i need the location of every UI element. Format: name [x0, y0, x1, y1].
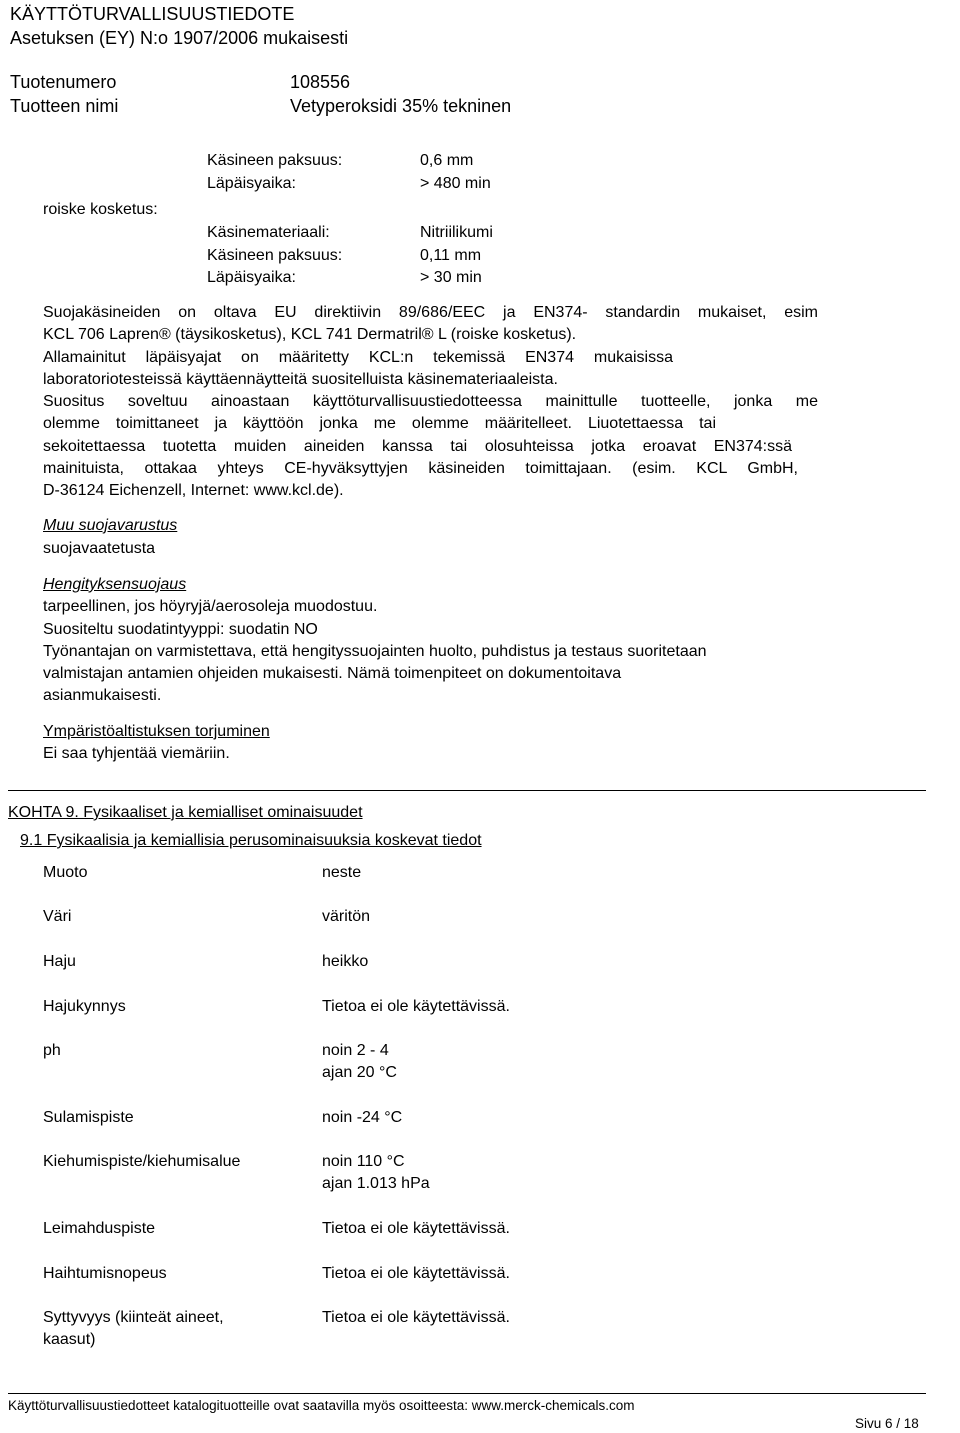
- property-label: Hajukynnys: [43, 998, 126, 1015]
- glove-material-label: Käsinemateriaali:: [207, 224, 330, 241]
- property-label: Leimahduspiste: [43, 1220, 156, 1237]
- breakthrough-time-value: > 480 min: [420, 175, 491, 192]
- property-value: Tietoa ei ole käytettävissä.: [322, 1309, 510, 1326]
- property-label: Sulamispiste: [43, 1109, 134, 1126]
- property-label: Syttyvyys (kiinteät aineet,: [43, 1309, 224, 1326]
- property-value: Tietoa ei ole käytettävissä.: [322, 998, 510, 1015]
- glove-material-value: Nitriilikumi: [420, 224, 493, 241]
- paragraph-line: Suositus soveltuu ainoastaan käyttöturvallisuustiedotteessa mainittulle tuotteelle, jonka me: [43, 393, 818, 411]
- product-number-label: Tuotenumero: [10, 72, 117, 92]
- property-condition: ajan 20 °C: [322, 1064, 397, 1081]
- breakthrough-time-label: Läpäisyaika:: [207, 175, 296, 192]
- product-number-value: 108556: [290, 72, 351, 92]
- glove-standard-paragraph: [43, 302, 818, 503]
- paragraph-line: KCL 706 Lapren® (täysikosketus), KCL 741 Dermatril® L (roiske kosketus).: [43, 326, 577, 344]
- property-label: Väri: [43, 908, 72, 925]
- page-number: Sivu 6 / 18: [855, 1416, 919, 1431]
- glove-thickness-label: Käsineen paksuus:: [207, 152, 343, 169]
- respiratory-line: valmistajan antamien ohjeiden mukaisesti. Nämä toimenpiteet on dokumentoitava: [43, 665, 622, 682]
- other-protection-heading: Muu suojavarustus: [43, 517, 178, 534]
- footer-divider: [8, 1393, 926, 1394]
- property-label-continued: kaasut): [43, 1331, 96, 1348]
- property-value: neste: [322, 864, 362, 881]
- paragraph-line: sekoitettaessa tuotetta muiden aineiden kanssa tai olosuhteissa jotka eroavat EN374:ssä: [43, 437, 792, 455]
- property-value: Tietoa ei ole käytettävissä.: [322, 1220, 510, 1237]
- breakthrough-time-value: > 30 min: [420, 269, 482, 286]
- property-label: Haihtumisnopeus: [43, 1265, 167, 1282]
- property-label: ph: [43, 1042, 61, 1059]
- paragraph-line: Allamainitut läpäisyajat on määritetty KCL:n tekemissä EN374 mukaisissa: [43, 348, 673, 366]
- product-name-label: Tuotteen nimi: [10, 96, 119, 116]
- section9-heading: KOHTA 9. Fysikaaliset ja kemialliset ominaisuudet: [8, 804, 363, 821]
- property-value: Tietoa ei ole käytettävissä.: [322, 1265, 510, 1282]
- property-condition: ajan 1.013 hPa: [322, 1175, 430, 1192]
- paragraph-line: mainituista, ottakaa yhteys CE-hyväksyttyjen käsineiden toimittajaan. (esim. KCL GmbH,: [43, 460, 798, 478]
- property-value: noin -24 °C: [322, 1109, 403, 1126]
- paragraph-line: D-36124 Eichenzell, Internet: www.kcl.de).: [43, 482, 344, 500]
- environment-text: Ei saa tyhjentää viemäriin.: [43, 745, 230, 762]
- section-divider: [8, 790, 926, 791]
- paragraph-line: Suojakäsineiden on oltava EU direktiivin 89/686/EEC ja EN374- standardin mukaiset, esim: [43, 304, 818, 321]
- splash-contact-label: roiske kosketus:: [43, 201, 158, 218]
- property-label: Haju: [43, 953, 76, 970]
- document-title: KÄYTTÖTURVALLISUUSTIEDOTE: [10, 4, 295, 24]
- respiratory-heading: Hengityksensuojaus: [43, 576, 187, 593]
- property-label: Kiehumispiste/kiehumisalue: [43, 1153, 241, 1170]
- respiratory-line: tarpeellinen, jos höyryjä/aerosoleja muodostuu.: [43, 598, 378, 615]
- glove-thickness-label: Käsineen paksuus:: [207, 247, 343, 264]
- paragraph-line: olemme toimittaneet ja käyttöön jonka me olemme määritelleet. Liuotettaessa tai: [43, 415, 716, 433]
- property-value: noin 110 °C: [322, 1153, 405, 1170]
- product-name-value: Vetyperoksidi 35% tekninen: [290, 96, 512, 116]
- glove-thickness-value: 0,6 mm: [420, 152, 474, 169]
- footer-note: Käyttöturvallisuustiedotteet katalogituotteille ovat saatavilla myös osoitteesta: www.merck-chemicals.com: [8, 1398, 635, 1413]
- other-protection-text: suojavaatetusta: [43, 540, 156, 557]
- section9-subheading: 9.1 Fysikaalisia ja kemiallisia perusominaisuuksia koskevat tiedot: [20, 832, 482, 849]
- environment-heading: Ympäristöaltistuksen torjuminen: [43, 723, 270, 740]
- property-value: väritön: [322, 908, 371, 925]
- property-value: heikko: [322, 953, 369, 970]
- property-value: noin 2 - 4: [322, 1042, 389, 1059]
- glove-thickness-value: 0,11 mm: [420, 247, 482, 264]
- respiratory-line: asianmukaisesti.: [43, 687, 162, 704]
- paragraph-line: laboratoriotesteissä käyttäennäytteitä suositelluista käsinemateriaaleista.: [43, 370, 558, 388]
- document-subtitle: Asetuksen (EY) N:o 1907/2006 mukaisesti: [10, 28, 349, 48]
- respiratory-line: Suositeltu suodatintyyppi: suodatin NO: [43, 621, 318, 638]
- respiratory-line: Työnantajan on varmistettava, että hengityssuojainten huolto, puhdistus ja testaus suoritetaan: [43, 643, 707, 660]
- property-label: Muoto: [43, 864, 88, 881]
- breakthrough-time-label: Läpäisyaika:: [207, 269, 296, 286]
